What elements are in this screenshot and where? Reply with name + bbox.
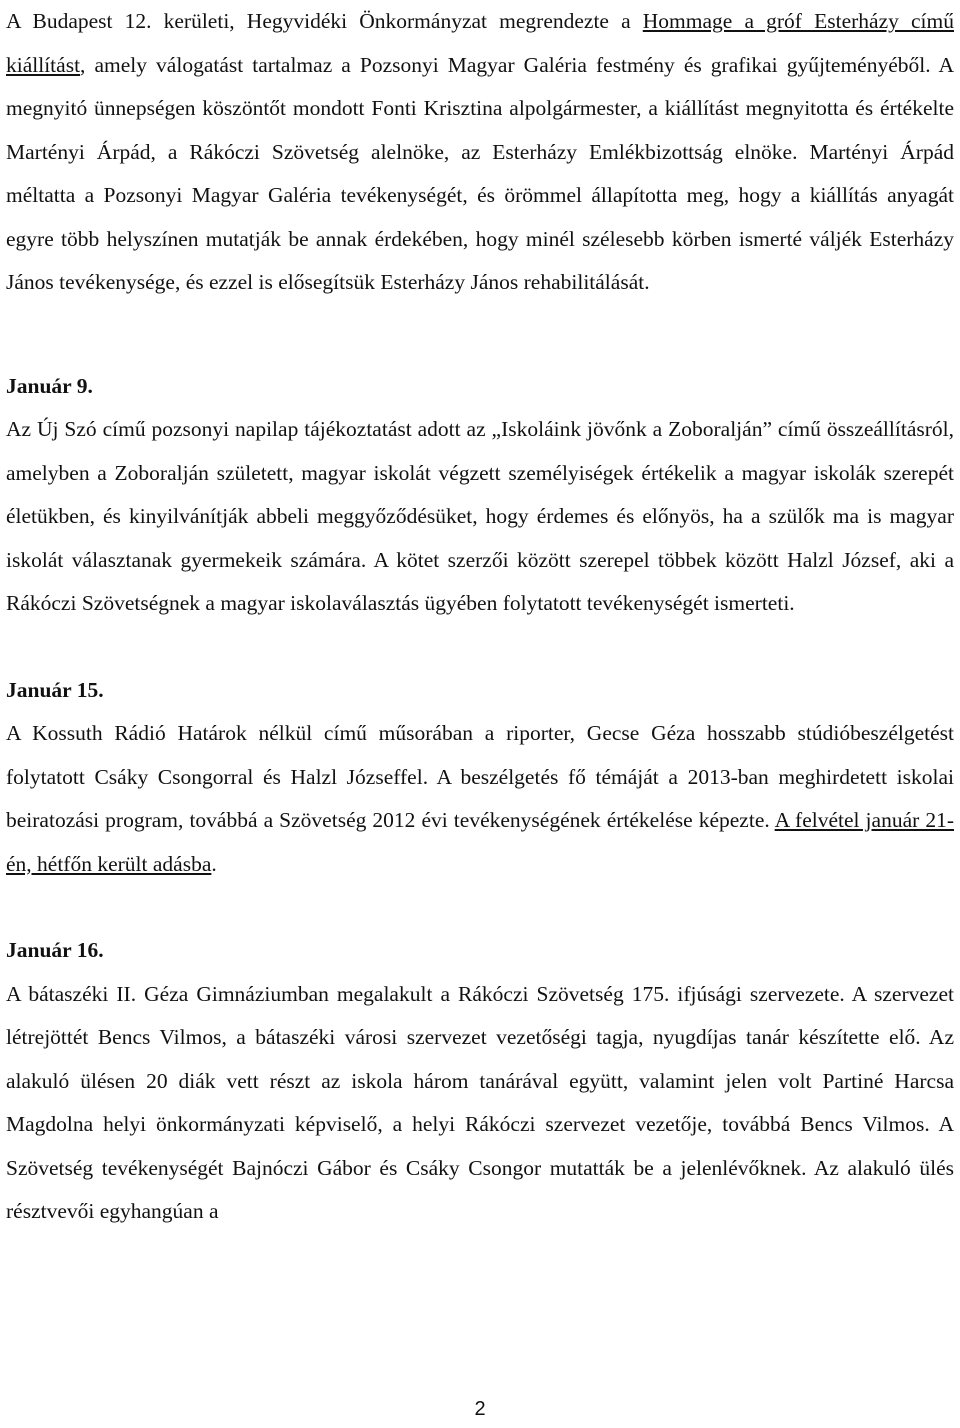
intro-text-end: , amely válogatást tartalmaz a Pozsonyi Magyar Galéria festmény és grafikai gyűjteményéből. A megnyitó ünnepségen köszöntőt mondott Fonti Krisztina alpolgármester, a kiállítást megnyitotta és értékelte Martényi Árpád, a Rákóczi Szövetség alelnöke, az Esterházy Emlékbizottság elnöke. Martényi Árpád méltatta a Pozsonyi Magyar Galéria tevékenységét, és örömmel állapította meg, hogy a kiállítás anyagát egyre több helyszínen mutatják be annak érdekében, hogy minél szélesebb körben ismerté váljék Esterházy János tevékenysége, és ezzel is elősegítsük Esterházy János rehabilitálását. (6, 52, 954, 294)
broadcast-link[interactable]: A felvétel január 21-én, hétfőn került adásba (6, 808, 954, 876)
document-page (6, 0, 954, 1234)
spacer (6, 626, 954, 669)
section-text-january-16: A bátaszéki II. Géza Gimnáziumban megalakult a Rákóczi Szövetség 175. ifjúsági szervezete. A szervezet létrejöttét Bencs Vilmos, a bátaszéki városi szervezet vezetőségi tagja, nyugdíjas tanár készítette elő. Az alakuló ülésen 20 diák vett részt az iskola három tanárával együtt, valamint jelen volt Partiné Harcsa Magdolna helyi önkormányzati képviselő, a helyi Rákóczi szervezet vezetője, továbbá Bencs Vilmos. A Szövetség tevékenységét Bajnóczi Gábor és Csáky Csongor mutatták be a jelenlévőknek. Az alakuló ülés résztvevői egyhangúan a (6, 981, 954, 1223)
page-number: 2 (474, 1398, 486, 1420)
section-date-january-9: Január 9. (6, 373, 93, 398)
intro-text-start: A Budapest 12. kerületi, Hegyvidéki Önkormányzat megrendezte a (6, 9, 643, 33)
spacer (6, 886, 954, 929)
exhibition-link[interactable]: Hommage a gróf Esterházy című kiállítást (6, 9, 954, 77)
intro-paragraph (6, 0, 954, 305)
spacer (6, 305, 954, 365)
section-text-january-15-tail: . (211, 851, 217, 876)
section-text-january-9: Az Új Szó című pozsonyi napilap tájékoztatást adott az „Iskoláink jövőnk a Zoboralján” című összeállításról, amelyben a Zoboralján született, magyar iskolát végzett személyiségek értékelik a magyar iskolák szerepét életükben, és kinyilvánítják abbeli meggyőződésüket, hogy érdemes és előnyös, ha a szülők ma is magyar iskolát választanak gyermekeik számára. A kötet szerzői között szerepel többek között Halzl József, aki a Rákóczi Szövetségnek a magyar iskolaválasztás ügyében folytatott tevékenységét ismerteti. (6, 417, 954, 615)
section-text-january-15 (6, 712, 954, 886)
section-date-january-16: Január 16. (6, 938, 104, 962)
section-date-january-15: Január 15. (6, 677, 104, 702)
section-text-january-15-body: A Kossuth Rádió Határok nélkül című műsorában a riporter, Gecse Géza hosszabb stúdióbeszélgetést folytatott Csáky Csongorral és Halzl Józseffel. A beszélgetés fő témáját a 2013-ban meghirdetett iskolai beiratozási program, továbbá a Szövetség 2012 évi tevékenységének értékelése képezte. (6, 721, 954, 832)
